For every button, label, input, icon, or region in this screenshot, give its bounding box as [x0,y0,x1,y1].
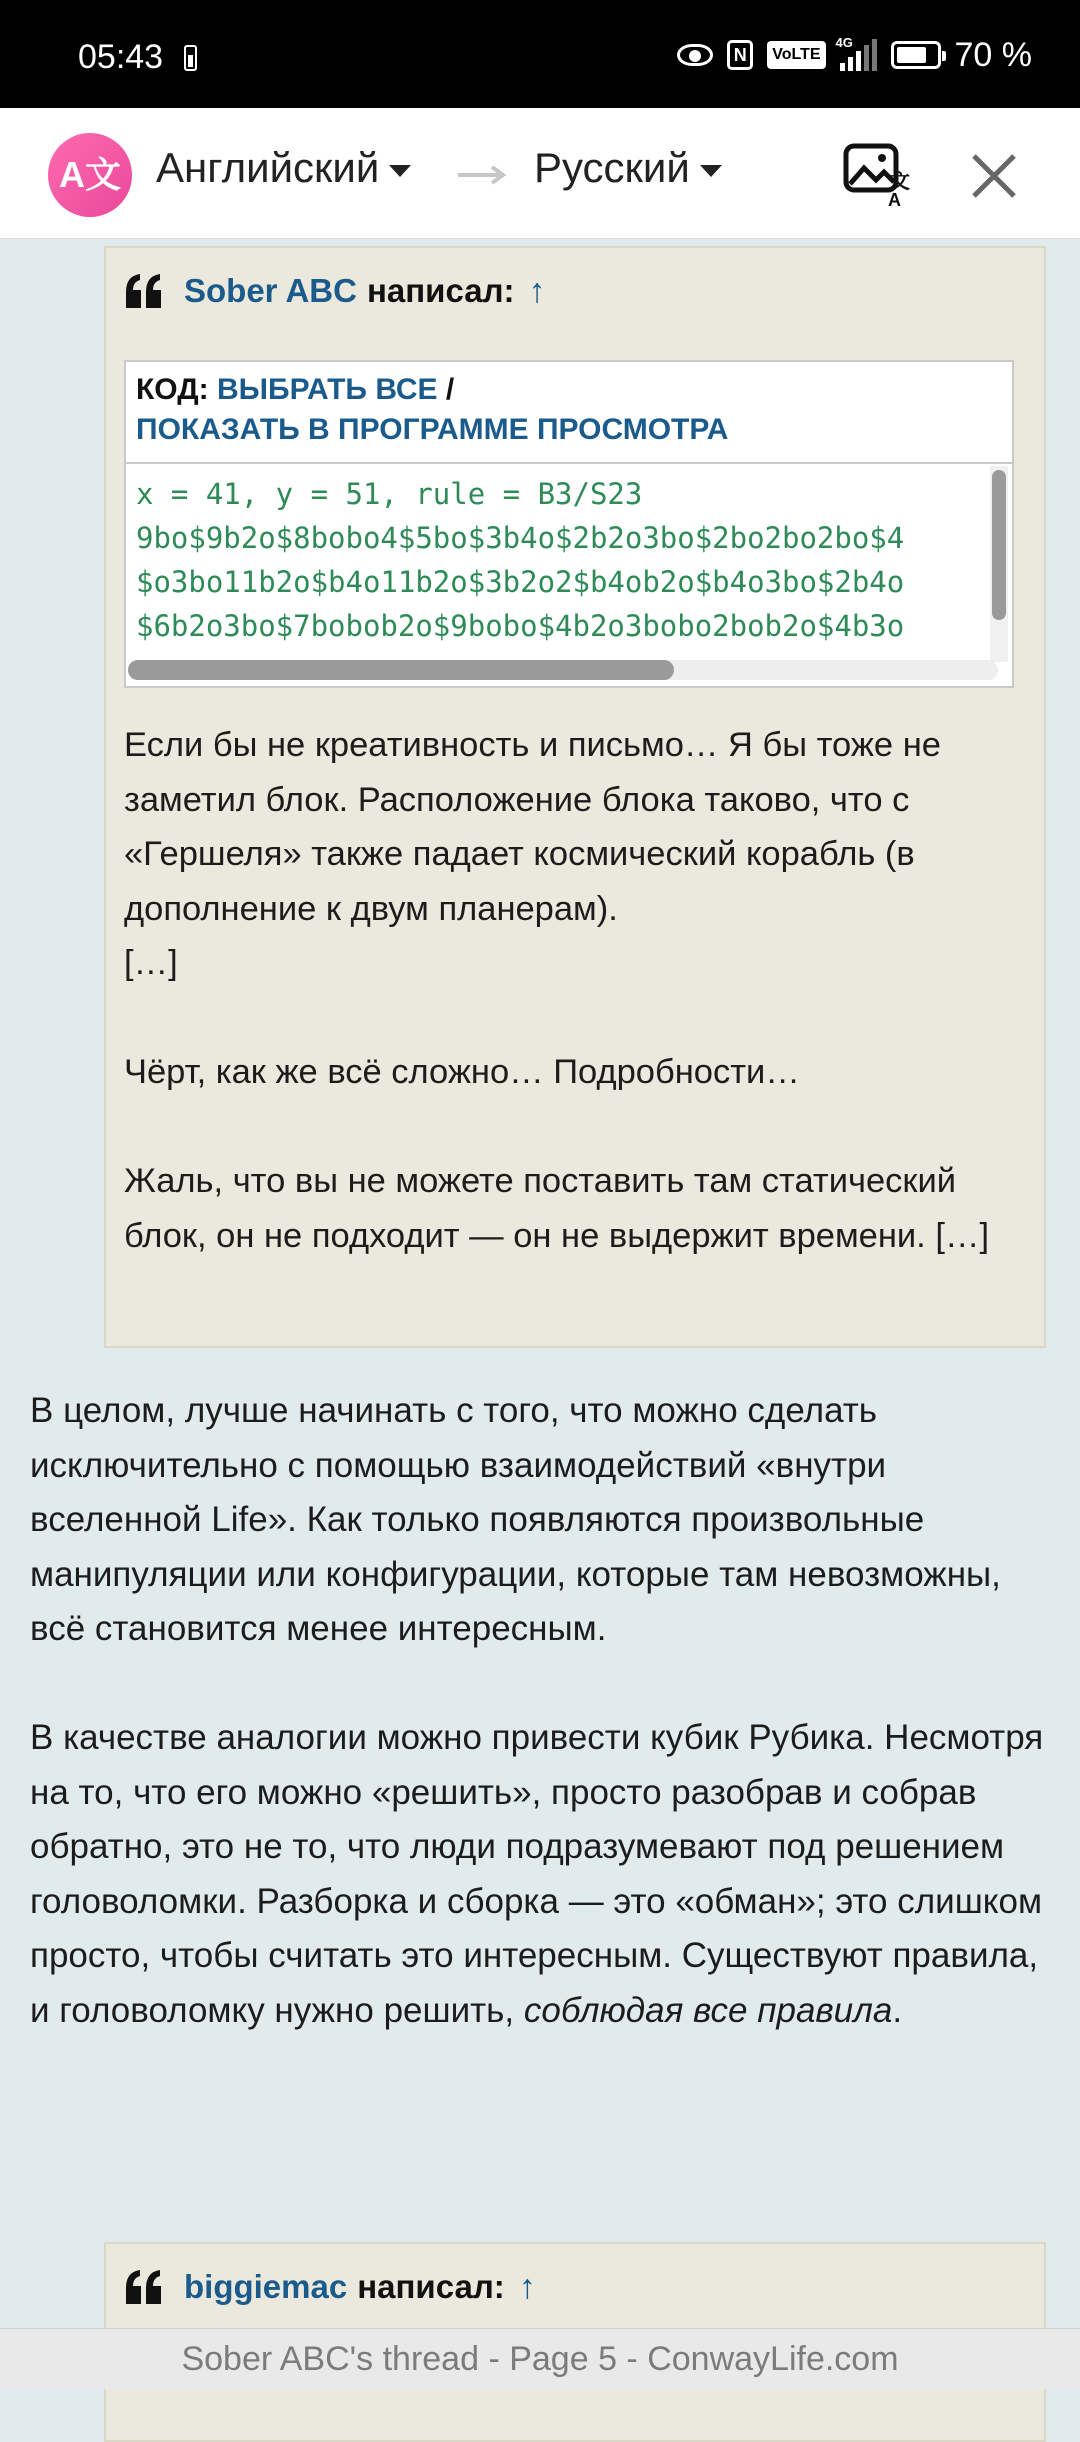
target-language-select[interactable] [534,144,722,192]
code-box [124,360,1014,688]
battery-percent: 70 % [954,35,1032,74]
network-type: 4G [835,35,853,50]
battery-icon [891,41,941,69]
quote-block [104,246,1046,1348]
wrote-label: написал: [357,2268,505,2305]
quote-author-link[interactable]: Sober ABC [184,272,357,309]
code-header [136,370,728,450]
jump-to-post-icon[interactable]: ↑ [518,2267,536,2306]
code-line: 9bo$9b2o$8bobo4$5bo$3b4o$2b2o3bo$2bo2bo2bo$4 [136,521,905,555]
post-paragraph: В целом, лучше начинать с того, что можно сделать исключительно с помощью взаимодействий «внутри вселенной Life». Как только появляются произвольные манипуляции или конфигурации, которые там невозможны, всё становится менее интересным. [30,1391,1001,1648]
signal-icon [835,35,877,71]
divider [126,462,1012,464]
page-title-bar: Sober ABC's thread - Page 5 - ConwayLife.com [0,2328,1080,2389]
wrote-label: написал: [366,272,515,309]
code-line: x = 41, y = 51, rule = B3/S23 [136,477,643,511]
status-icons [677,32,1032,78]
quote-paragraph: Если бы не креативность и письмо… Я бы тоже не заметил блок. Расположение блока таково, что с «Гершеля» также падает космический корабль (в дополнение к двум планерам). [124,726,941,928]
post-paragraph [30,1711,1050,2038]
quote-paragraph: Жаль, что вы не можете поставить там статический блок, он не подходит — он не выдержит времени. […] [124,1162,990,1255]
close-icon[interactable] [962,144,1026,208]
chevron-down-icon [700,165,722,177]
scrollbar-thumb[interactable] [128,660,674,680]
page-content [0,238,1080,2328]
scrollbar-thumb[interactable] [992,470,1006,620]
arrow-right-icon [456,164,508,186]
image-translate-icon[interactable] [842,142,912,208]
quote-author-link[interactable]: biggiemac [184,2268,348,2305]
status-bar [0,0,1080,108]
select-all-link[interactable]: ВЫБРАТЬ ВСЕ [216,373,438,406]
translator-bar [0,108,1080,239]
quote-header [124,2262,536,2312]
source-language-label: Английский [156,144,380,191]
horizontal-scrollbar[interactable] [128,660,998,680]
code-content[interactable] [136,472,994,660]
quote-icon [124,272,164,310]
post-text: В качестве аналогии можно привести кубик Рубика. Несмотря на то, что его можно «решить», просто разобрав и собрав обратно, это не то, что люди подразумевают под решением головоломки. Разборка и сборка — это «обман»; это слишком просто, чтобы считать это интересным. Существуют правила, и головоломку нужно решить, [30,1718,1044,2030]
battery-saver-icon [184,45,197,71]
post-emphasis: соблюдая все правила [523,1990,893,2030]
code-separator: / [445,373,455,406]
show-in-viewer-link[interactable]: ПОКАЗАТЬ В ПРОГРАММЕ ПРОСМОТРА [136,413,729,446]
svg-text:文: 文 [890,171,910,193]
quote-header [124,266,546,316]
vertical-scrollbar[interactable] [990,466,1008,662]
code-label: КОД: [136,373,209,406]
clock: 05:43 [78,38,164,76]
code-line: $6b2o3bo$7bobob2o$9bobo$4b2o3bobo2bob2o$4b3o [136,609,905,643]
quote-icon [124,2268,164,2306]
source-language-select[interactable] [156,144,411,192]
chevron-down-icon [389,165,411,177]
eye-comfort-icon [677,44,713,66]
nfc-icon: N [727,40,753,70]
jump-to-post-icon[interactable]: ↑ [528,271,546,310]
volte-badge: VoLTE [767,41,825,69]
translator-logo-icon[interactable]: A文 [48,133,132,217]
quote-paragraph: […] [124,944,178,982]
target-language-label: Русский [534,144,690,191]
svg-text:A: A [888,190,901,210]
quote-text [124,718,1024,1263]
code-line: $o3bo11b2o$b4o11b2o$3b2o2$b4ob2o$b4o3bo$2b4o [136,565,905,599]
post-body [30,1384,1050,2038]
post-text-end: . [892,1990,903,2030]
quote-paragraph: Чёрт, как же всё сложно… Подробности… [124,1053,800,1091]
